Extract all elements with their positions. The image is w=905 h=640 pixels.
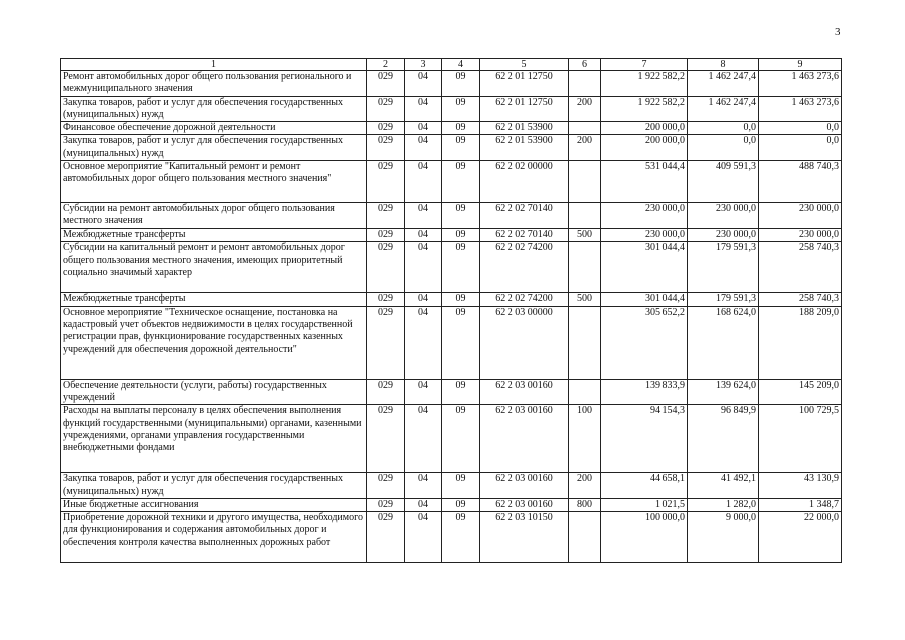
row-code-admin: 029 xyxy=(367,161,405,203)
row-code-admin: 029 xyxy=(367,135,405,161)
row-code-target: 62 2 01 12750 xyxy=(480,71,569,97)
row-description: Субсидии на капитальный ремонт и ремонт автомобильных дорог общего пользования местного значения, имеющих приоритетный социально значимый характер xyxy=(61,242,367,293)
row-description: Обеспечение деятельности (услуги, работы) государственных учреждений xyxy=(61,379,367,405)
row-code-target: 62 2 03 00160 xyxy=(480,473,569,499)
row-code-target: 62 2 02 74200 xyxy=(480,242,569,293)
row-code-admin: 029 xyxy=(367,498,405,511)
row-amount-year-1: 1 922 582,2 xyxy=(601,71,688,97)
row-code-target: 62 2 02 74200 xyxy=(480,293,569,306)
row-code-section: 04 xyxy=(405,405,442,473)
column-header-3: 3 xyxy=(405,59,442,71)
row-amount-year-3: 230 000,0 xyxy=(759,203,842,229)
row-code-expense-type xyxy=(569,242,601,293)
row-description: Межбюджетные трансферты xyxy=(61,293,367,306)
row-amount-year-2: 139 624,0 xyxy=(688,379,759,405)
row-code-expense-type xyxy=(569,71,601,97)
table-row xyxy=(61,229,842,242)
column-header-7: 7 xyxy=(601,59,688,71)
table-header xyxy=(61,59,842,71)
row-code-admin: 029 xyxy=(367,473,405,499)
row-description: Закупка товаров, работ и услуг для обеспечения государственных (муниципальных) нужд xyxy=(61,135,367,161)
table-row xyxy=(61,379,842,405)
row-description: Закупка товаров, работ и услуг для обеспечения государственных (муниципальных) нужд xyxy=(61,473,367,499)
row-amount-year-3: 1 463 273,6 xyxy=(759,96,842,122)
row-amount-year-1: 301 044,4 xyxy=(601,293,688,306)
row-code-target: 62 2 03 00160 xyxy=(480,379,569,405)
row-code-expense-type xyxy=(569,512,601,563)
row-amount-year-2: 409 591,3 xyxy=(688,161,759,203)
row-description: Приобретение дорожной техники и другого имущества, необходимого для функционирования и содержания автомобильных дорог и обеспечения контроля качества выполненных дорожных работ xyxy=(61,512,367,563)
table-row xyxy=(61,473,842,499)
table-row xyxy=(61,135,842,161)
row-code-target: 62 2 01 12750 xyxy=(480,96,569,122)
row-code-section: 04 xyxy=(405,242,442,293)
table-row xyxy=(61,306,842,379)
row-code-target: 62 2 03 00000 xyxy=(480,306,569,379)
row-code-subsection: 09 xyxy=(442,498,480,511)
row-amount-year-1: 200 000,0 xyxy=(601,135,688,161)
row-code-admin: 029 xyxy=(367,405,405,473)
row-code-section: 04 xyxy=(405,293,442,306)
row-code-admin: 029 xyxy=(367,306,405,379)
row-code-section: 04 xyxy=(405,135,442,161)
row-code-subsection: 09 xyxy=(442,203,480,229)
row-amount-year-3: 145 209,0 xyxy=(759,379,842,405)
column-header-9: 9 xyxy=(759,59,842,71)
row-amount-year-1: 94 154,3 xyxy=(601,405,688,473)
row-code-section: 04 xyxy=(405,229,442,242)
row-amount-year-2: 9 000,0 xyxy=(688,512,759,563)
row-description: Основное мероприятие "Техническое оснащение, постановка на кадастровый учет объектов недвижимости в целях государственной регистрации прав, функционирование государственных казенных учреждений для обеспечения дорожной деятельности" xyxy=(61,306,367,379)
row-amount-year-2: 230 000,0 xyxy=(688,229,759,242)
row-code-subsection: 09 xyxy=(442,405,480,473)
row-amount-year-3: 0,0 xyxy=(759,135,842,161)
row-amount-year-3: 258 740,3 xyxy=(759,293,842,306)
row-code-target: 62 2 03 00160 xyxy=(480,498,569,511)
row-amount-year-1: 230 000,0 xyxy=(601,229,688,242)
row-amount-year-1: 531 044,4 xyxy=(601,161,688,203)
column-header-1: 1 xyxy=(61,59,367,71)
row-amount-year-3: 258 740,3 xyxy=(759,242,842,293)
row-amount-year-1: 139 833,9 xyxy=(601,379,688,405)
row-amount-year-2: 1 282,0 xyxy=(688,498,759,511)
row-code-expense-type: 200 xyxy=(569,96,601,122)
row-amount-year-3: 488 740,3 xyxy=(759,161,842,203)
row-code-target: 62 2 03 00160 xyxy=(480,405,569,473)
row-code-expense-type xyxy=(569,306,601,379)
row-code-expense-type xyxy=(569,379,601,405)
row-description: Субсидии на ремонт автомобильных дорог общего пользования местного значения xyxy=(61,203,367,229)
row-amount-year-2: 96 849,9 xyxy=(688,405,759,473)
row-code-section: 04 xyxy=(405,71,442,97)
row-code-subsection: 09 xyxy=(442,135,480,161)
row-amount-year-1: 1 922 582,2 xyxy=(601,96,688,122)
row-code-target: 62 2 03 10150 xyxy=(480,512,569,563)
row-code-expense-type xyxy=(569,122,601,135)
row-description: Закупка товаров, работ и услуг для обеспечения государственных (муниципальных) нужд xyxy=(61,96,367,122)
row-amount-year-3: 100 729,5 xyxy=(759,405,842,473)
header-row xyxy=(61,59,842,71)
column-header-4: 4 xyxy=(442,59,480,71)
row-amount-year-3: 1 463 273,6 xyxy=(759,71,842,97)
row-code-expense-type: 200 xyxy=(569,135,601,161)
row-code-expense-type: 100 xyxy=(569,405,601,473)
row-amount-year-1: 100 000,0 xyxy=(601,512,688,563)
row-code-admin: 029 xyxy=(367,203,405,229)
row-amount-year-2: 0,0 xyxy=(688,135,759,161)
row-code-subsection: 09 xyxy=(442,242,480,293)
row-code-expense-type: 800 xyxy=(569,498,601,511)
row-code-admin: 029 xyxy=(367,229,405,242)
row-code-subsection: 09 xyxy=(442,229,480,242)
row-code-admin: 029 xyxy=(367,379,405,405)
table-row xyxy=(61,512,842,563)
row-code-admin: 029 xyxy=(367,512,405,563)
table-row xyxy=(61,122,842,135)
row-code-section: 04 xyxy=(405,203,442,229)
row-amount-year-3: 1 348,7 xyxy=(759,498,842,511)
row-code-target: 62 2 02 70140 xyxy=(480,203,569,229)
row-code-subsection: 09 xyxy=(442,122,480,135)
row-amount-year-2: 168 624,0 xyxy=(688,306,759,379)
table-row xyxy=(61,498,842,511)
row-amount-year-1: 230 000,0 xyxy=(601,203,688,229)
row-description: Ремонт автомобильных дорог общего пользования регионального и межмуниципального значения xyxy=(61,71,367,97)
row-amount-year-3: 230 000,0 xyxy=(759,229,842,242)
row-code-subsection: 09 xyxy=(442,96,480,122)
row-amount-year-1: 1 021,5 xyxy=(601,498,688,511)
row-code-subsection: 09 xyxy=(442,71,480,97)
row-amount-year-2: 179 591,3 xyxy=(688,242,759,293)
row-description: Иные бюджетные ассигнования xyxy=(61,498,367,511)
row-code-section: 04 xyxy=(405,512,442,563)
table-row xyxy=(61,293,842,306)
table-row xyxy=(61,161,842,203)
row-amount-year-3: 43 130,9 xyxy=(759,473,842,499)
row-code-target: 62 2 02 70140 xyxy=(480,229,569,242)
row-amount-year-1: 305 652,2 xyxy=(601,306,688,379)
row-code-admin: 029 xyxy=(367,122,405,135)
column-header-6: 6 xyxy=(569,59,601,71)
column-header-5: 5 xyxy=(480,59,569,71)
row-code-target: 62 2 01 53900 xyxy=(480,122,569,135)
row-amount-year-2: 1 462 247,4 xyxy=(688,96,759,122)
row-code-expense-type: 500 xyxy=(569,293,601,306)
row-code-section: 04 xyxy=(405,379,442,405)
row-description: Расходы на выплаты персоналу в целях обеспечения выполнения функций государственными (муниципальными) органами, казенными учреждениями, органами управления государственными внебюджетными фондами xyxy=(61,405,367,473)
row-code-expense-type xyxy=(569,203,601,229)
row-code-target: 62 2 02 00000 xyxy=(480,161,569,203)
row-amount-year-2: 1 462 247,4 xyxy=(688,71,759,97)
row-amount-year-1: 44 658,1 xyxy=(601,473,688,499)
row-code-admin: 029 xyxy=(367,96,405,122)
column-header-8: 8 xyxy=(688,59,759,71)
row-code-section: 04 xyxy=(405,122,442,135)
row-amount-year-2: 0,0 xyxy=(688,122,759,135)
table-row xyxy=(61,71,842,97)
row-code-section: 04 xyxy=(405,306,442,379)
row-code-expense-type: 500 xyxy=(569,229,601,242)
row-amount-year-3: 0,0 xyxy=(759,122,842,135)
row-code-section: 04 xyxy=(405,498,442,511)
row-code-subsection: 09 xyxy=(442,512,480,563)
table-body xyxy=(61,71,842,563)
row-code-target: 62 2 01 53900 xyxy=(480,135,569,161)
row-amount-year-2: 179 591,3 xyxy=(688,293,759,306)
row-code-section: 04 xyxy=(405,473,442,499)
row-amount-year-1: 301 044,4 xyxy=(601,242,688,293)
row-code-admin: 029 xyxy=(367,71,405,97)
table-row xyxy=(61,203,842,229)
table-row xyxy=(61,242,842,293)
row-description: Финансовое обеспечение дорожной деятельности xyxy=(61,122,367,135)
row-code-expense-type xyxy=(569,161,601,203)
row-amount-year-1: 200 000,0 xyxy=(601,122,688,135)
row-code-admin: 029 xyxy=(367,293,405,306)
row-amount-year-2: 230 000,0 xyxy=(688,203,759,229)
table-row xyxy=(61,405,842,473)
row-code-expense-type: 200 xyxy=(569,473,601,499)
row-code-subsection: 09 xyxy=(442,473,480,499)
row-code-subsection: 09 xyxy=(442,293,480,306)
column-header-2: 2 xyxy=(367,59,405,71)
table-row xyxy=(61,96,842,122)
page-number: 3 xyxy=(835,26,841,38)
row-code-admin: 029 xyxy=(367,242,405,293)
row-description: Межбюджетные трансферты xyxy=(61,229,367,242)
row-code-subsection: 09 xyxy=(442,379,480,405)
row-amount-year-3: 22 000,0 xyxy=(759,512,842,563)
budget-table xyxy=(60,58,842,563)
row-description: Основное мероприятие "Капитальный ремонт и ремонт автомобильных дорог общего пользования местного значения" xyxy=(61,161,367,203)
row-code-subsection: 09 xyxy=(442,306,480,379)
row-amount-year-2: 41 492,1 xyxy=(688,473,759,499)
row-amount-year-3: 188 209,0 xyxy=(759,306,842,379)
row-code-subsection: 09 xyxy=(442,161,480,203)
row-code-section: 04 xyxy=(405,96,442,122)
row-code-section: 04 xyxy=(405,161,442,203)
